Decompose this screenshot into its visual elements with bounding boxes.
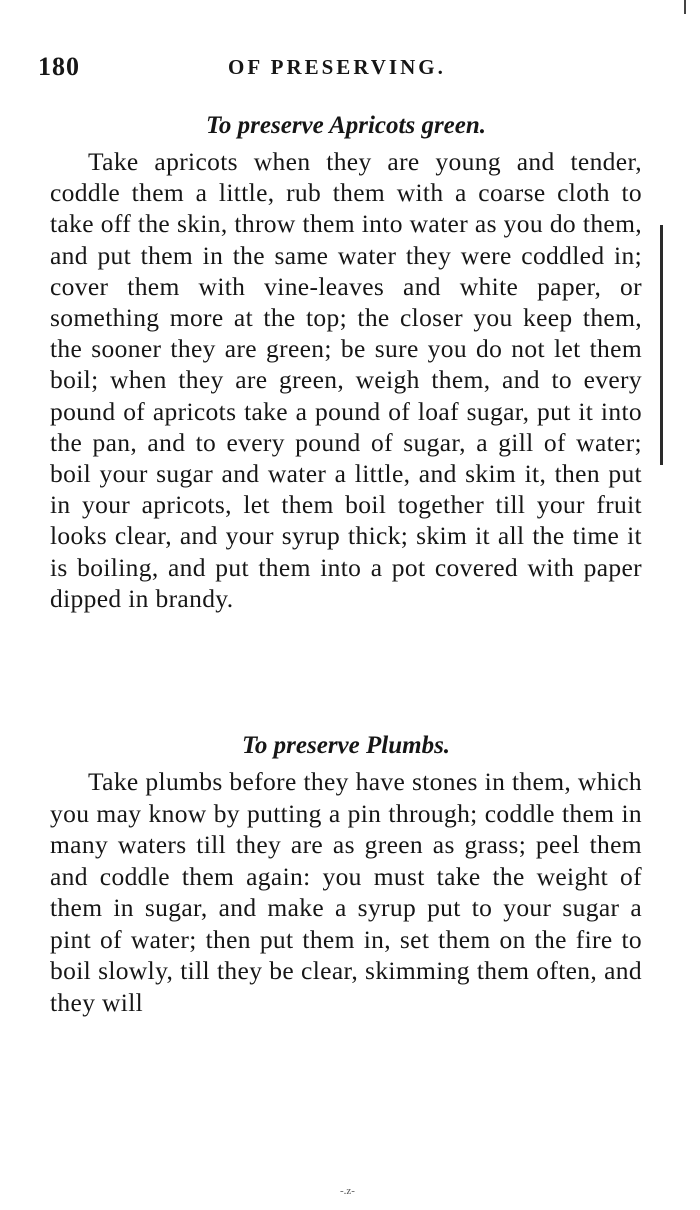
recipe-title: To preserve Plumbs. [241, 732, 451, 759]
recipe-body: Take apricots when they are young and tender, coddle them a little, rub them with a coarse cloth to take off the skin, throw them into water as you do them, and put them in the same water they were coddled in; cover them with vine-leaves and white paper, or something more at the top; the closer you keep them, the sooner they are green; be sure you do not let them boil; when they are green, weigh them, and to every pound of apricots take a pound of loaf sugar, put it into the pan, and to every pound of sugar, a gill of water; boil your sugar and water a little, and skim it, then put in your apricots, let them boil together till your fruit looks clear, and your syrup thick; skim it all the time it is boiling, and put them into a pot covered with paper dipped in brandy. [50, 147, 642, 613]
footer-mark: -.z- [340, 1185, 355, 1197]
running-head [38, 52, 638, 88]
page-number: 180 [38, 52, 80, 81]
recipe-title: To preserve Apricots green. [205, 112, 487, 139]
recipe-body: Take plumbs before they have stones in them, which you may know by putting a pin through; coddle them in many waters till they are as green as grass; peel them and coddle them again: you must take the weight of them in sugar, and make a syrup put to your sugar a pint of water; then put them in, set them on the fire to boil slowly, till they be clear, skimming them often, and they will [50, 767, 642, 1017]
margin-rule [660, 225, 663, 465]
recipe-apricots [50, 108, 642, 614]
running-title: OF PRESERVING. [228, 55, 446, 79]
corner-mark [684, 0, 686, 14]
recipe-plumbs [50, 728, 642, 1018]
